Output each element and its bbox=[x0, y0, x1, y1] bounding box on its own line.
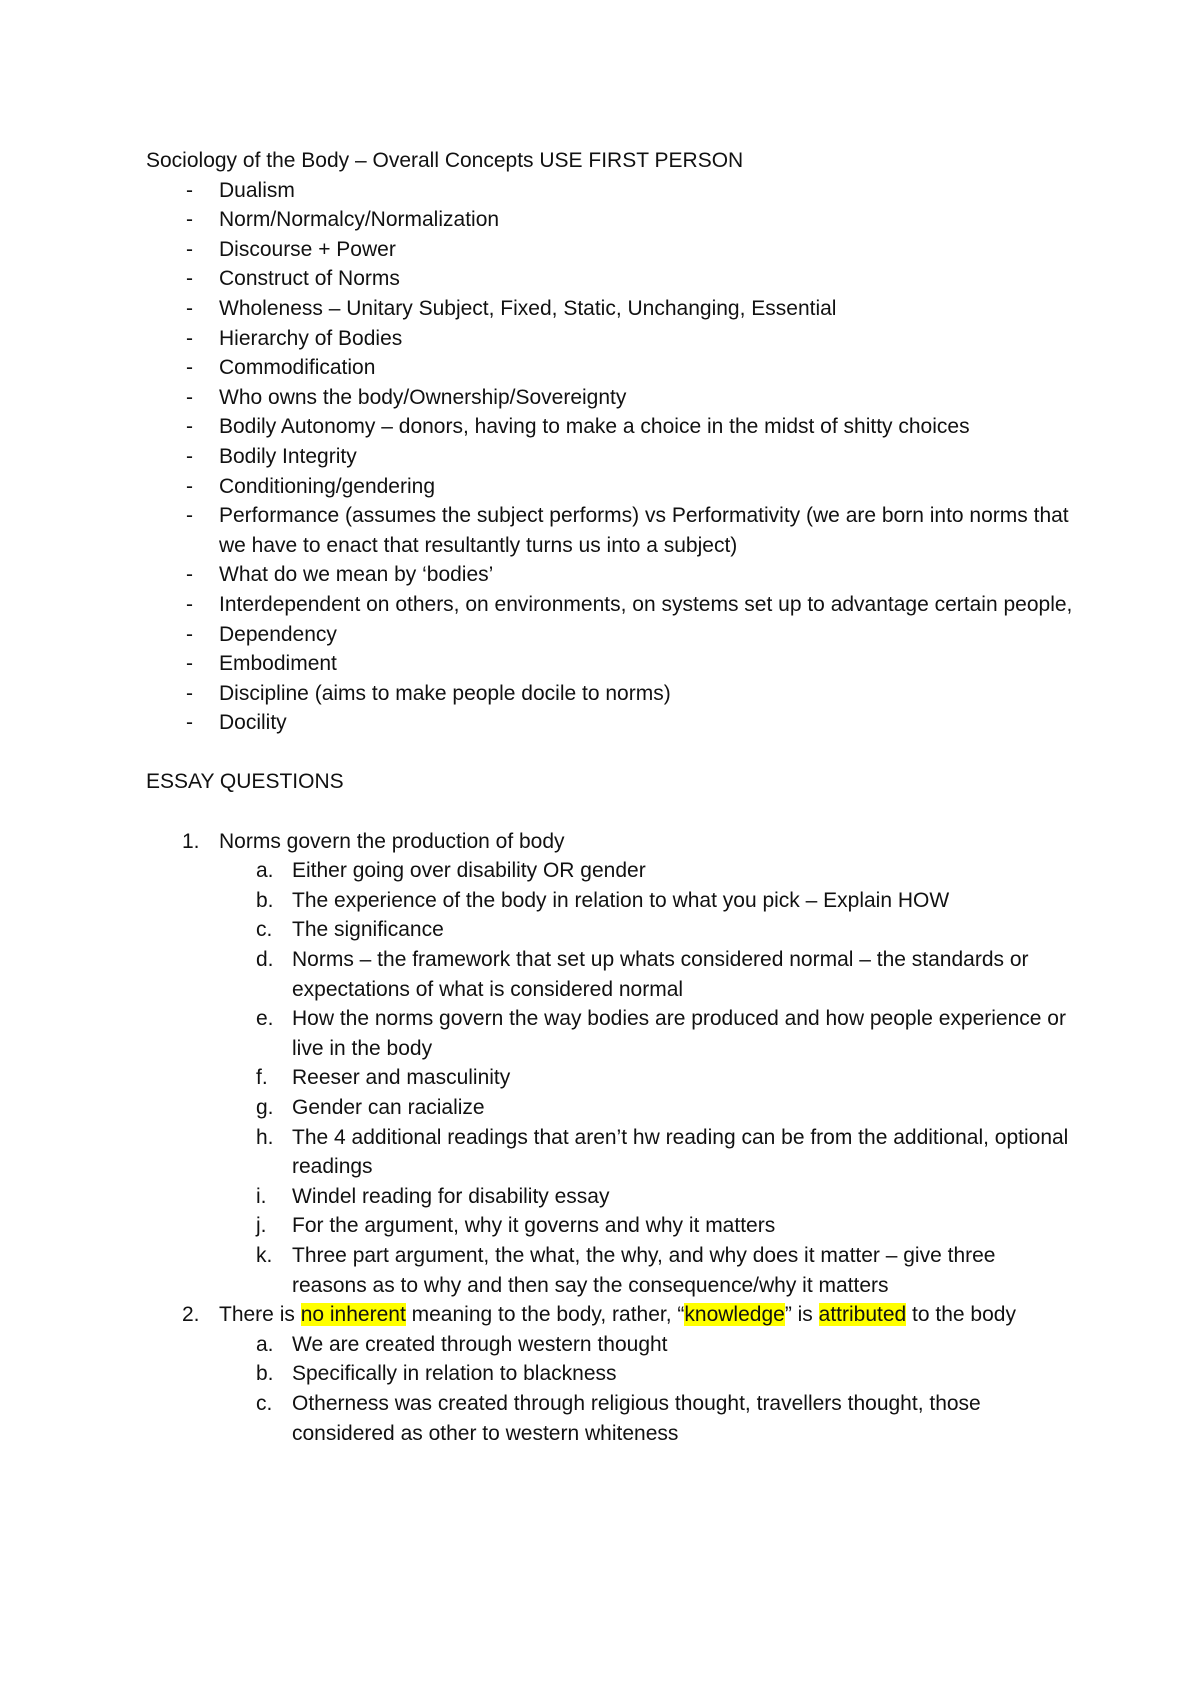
question-1-subitems bbox=[219, 856, 1076, 1300]
concept-item: - Embodiment bbox=[146, 649, 1076, 679]
sub-item-text: We are created through western thought bbox=[292, 1332, 668, 1356]
concept-item: - Docility bbox=[146, 708, 1076, 738]
question-number: 2. bbox=[182, 1303, 200, 1327]
concept-item: - Performance (assumes the subject performs) vs Performativity (we are born into norms that we have to enact that resultantly turns us into a subject) bbox=[146, 501, 1076, 560]
question-text: Norms govern the production of body bbox=[219, 829, 565, 853]
sub-item-letter: g. bbox=[256, 1096, 274, 1119]
sub-item-text: How the norms govern the way bodies are produced and how people experience or live in the body bbox=[292, 1007, 1066, 1060]
concept-item: - Bodily Integrity bbox=[146, 442, 1076, 472]
concept-item: - Construct of Norms bbox=[146, 264, 1076, 294]
sub-item-letter: e. bbox=[256, 1007, 274, 1031]
concept-item: - Interdependent on others, on environments, on systems set up to advantage certain people, bbox=[146, 590, 1076, 620]
concept-item: - Discipline (aims to make people docile to norms) bbox=[146, 679, 1076, 709]
sub-item bbox=[219, 856, 1076, 886]
sub-item-text: Gender can racialize bbox=[292, 1096, 485, 1119]
concepts-list bbox=[146, 176, 1076, 738]
highlighted-text: no inherent bbox=[300, 1303, 406, 1327]
sub-item-letter: k. bbox=[256, 1243, 273, 1267]
blank-line bbox=[146, 738, 1076, 768]
highlighted-text: knowledge bbox=[684, 1303, 785, 1327]
sub-item bbox=[219, 1182, 1076, 1212]
concept-item: - Hierarchy of Bodies bbox=[146, 324, 1076, 354]
question-text-part: to the body bbox=[906, 1303, 1016, 1327]
sub-item-letter: i. bbox=[256, 1184, 267, 1208]
sub-item bbox=[219, 945, 1076, 1004]
sub-item-text: Reeser and masculinity bbox=[292, 1066, 511, 1090]
sub-item bbox=[219, 1330, 1076, 1360]
sub-item-text: Specifically in relation to blackness bbox=[292, 1362, 617, 1386]
sub-item bbox=[219, 1389, 1076, 1448]
sub-item bbox=[219, 1004, 1076, 1063]
concept-item: - Commodification bbox=[146, 353, 1076, 383]
sub-item bbox=[219, 1241, 1076, 1300]
concept-item: - Who owns the body/Ownership/Sovereignty bbox=[146, 383, 1076, 413]
blank-line bbox=[146, 797, 1076, 827]
sub-item bbox=[219, 1123, 1076, 1182]
sub-item-letter: b. bbox=[256, 1362, 274, 1386]
question-text bbox=[219, 1303, 1016, 1326]
sub-item-text: For the argument, why it governs and why it matters bbox=[292, 1214, 776, 1238]
sub-item bbox=[219, 915, 1076, 945]
essay-question-1 bbox=[146, 827, 1076, 1301]
sub-item bbox=[219, 1063, 1076, 1093]
sub-item-text: The significance bbox=[292, 918, 444, 942]
concept-item: - Bodily Autonomy – donors, having to make a choice in the midst of shitty choices bbox=[146, 412, 1076, 442]
sub-item-text: Otherness was created through religious thought, travellers thought, those considered as other to western whiteness bbox=[292, 1391, 981, 1445]
document-title: Sociology of the Body – Overall Concepts USE FIRST PERSON bbox=[146, 149, 744, 172]
highlighted-text: attributed bbox=[818, 1303, 907, 1327]
concept-item: - Dependency bbox=[146, 620, 1076, 650]
question-number: 1. bbox=[182, 829, 200, 853]
sub-item bbox=[219, 1359, 1076, 1389]
sub-item-letter: b. bbox=[256, 888, 274, 912]
sub-item bbox=[219, 886, 1076, 916]
sub-item-letter: f. bbox=[256, 1066, 268, 1090]
sub-item-text: Norms – the framework that set up whats considered normal – the standards or expectations of what is considered normal bbox=[292, 948, 1029, 1001]
essay-questions-heading: ESSAY QUESTIONS bbox=[146, 770, 344, 794]
sub-item-letter: h. bbox=[256, 1125, 274, 1149]
concept-item: - Dualism bbox=[146, 176, 1076, 206]
concept-item: - Norm/Normalcy/Normalization bbox=[146, 205, 1076, 235]
concept-item: - Wholeness – Unitary Subject, Fixed, Static, Unchanging, Essential bbox=[146, 294, 1076, 324]
essay-questions-list bbox=[146, 827, 1076, 1448]
document-page bbox=[146, 146, 1076, 1448]
sub-item-letter: a. bbox=[256, 859, 274, 883]
sub-item-text: Three part argument, the what, the why, and why does it matter – give three reasons as to why and then say the consequence/why it matters bbox=[292, 1243, 996, 1297]
sub-item-text: Either going over disability OR gender bbox=[292, 859, 646, 883]
sub-item-text: The 4 additional readings that aren’t hw reading can be from the additional, optional readings bbox=[292, 1125, 1069, 1179]
sub-item-letter: c. bbox=[256, 918, 273, 942]
sub-item-letter: a. bbox=[256, 1332, 274, 1356]
concept-item: - What do we mean by ‘bodies’ bbox=[146, 560, 1076, 590]
question-text-part: There is bbox=[219, 1303, 301, 1327]
essay-question-2 bbox=[146, 1300, 1076, 1448]
sub-item-letter: j. bbox=[256, 1214, 267, 1238]
concept-item: - Discourse + Power bbox=[146, 235, 1076, 265]
sub-item bbox=[219, 1211, 1076, 1241]
concept-item: - Conditioning/gendering bbox=[146, 472, 1076, 502]
sub-item-letter: d. bbox=[256, 948, 274, 972]
question-text-part: meaning to the body, rather, “ bbox=[405, 1303, 685, 1327]
sub-item-letter: c. bbox=[256, 1391, 273, 1415]
sub-item-text: Windel reading for disability essay bbox=[292, 1184, 610, 1208]
sub-item bbox=[219, 1093, 1076, 1123]
question-text-part: ” is bbox=[784, 1303, 819, 1327]
question-2-subitems bbox=[219, 1330, 1076, 1448]
sub-item-text: The experience of the body in relation to what you pick – Explain HOW bbox=[292, 888, 950, 912]
